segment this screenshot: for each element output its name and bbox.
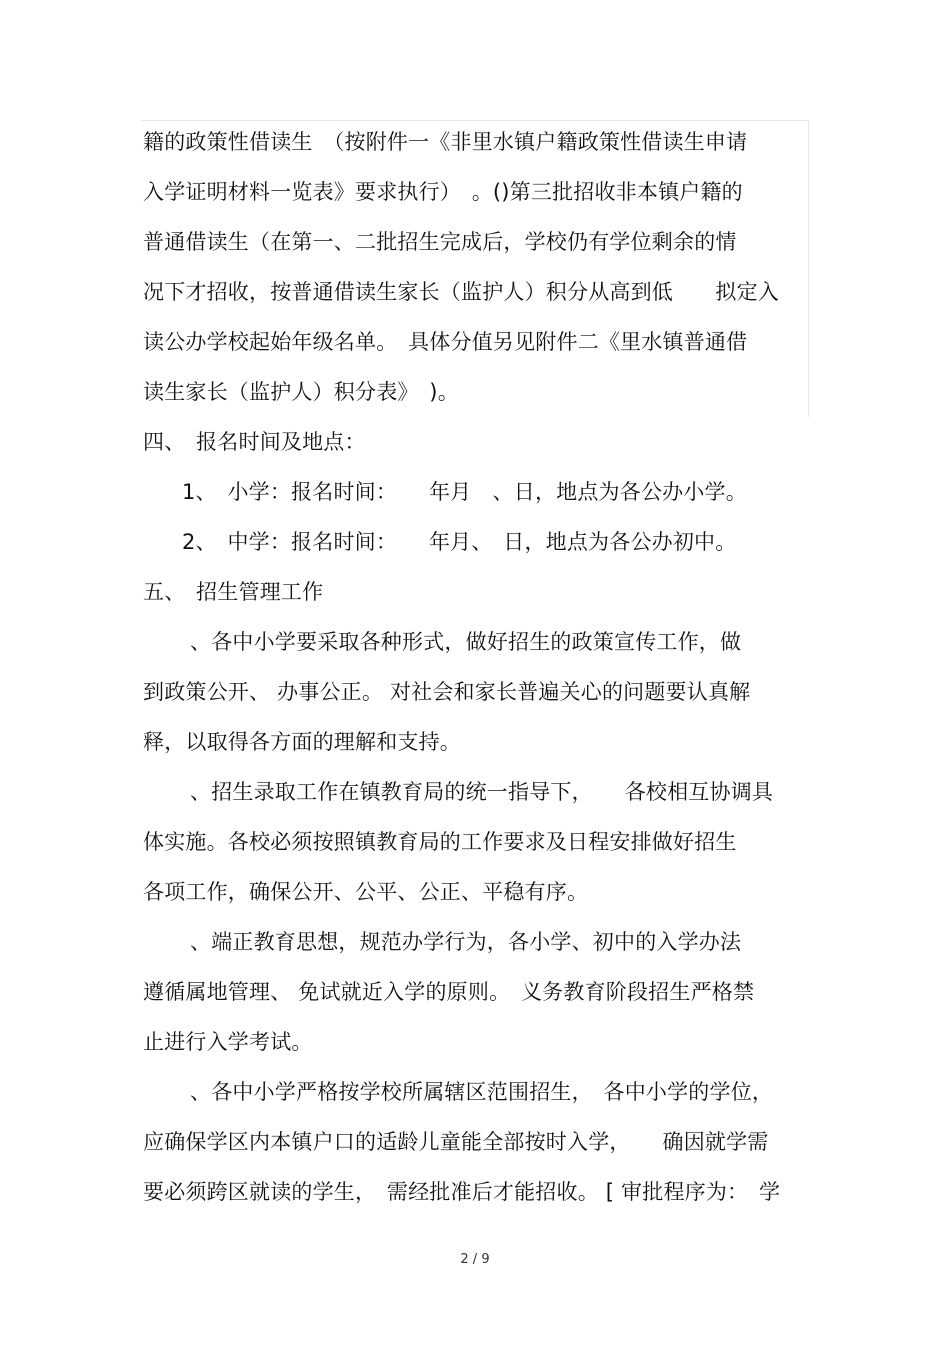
paragraph-line: 读生家长（监护人）积分表》 )。 — [143, 380, 459, 404]
paragraph-line: 入学证明材料一览表》要求执行） 。()第三批招收非本镇户籍的 — [143, 180, 743, 204]
text-frame-border — [141, 120, 809, 417]
paragraph-line: 读公办学校起始年级名单。 具体分值另见附件二《里水镇普通借 — [143, 330, 748, 354]
paragraph-line: 、招生录取工作在镇教育局的统一指导下， 各校相互协调具 — [190, 780, 774, 804]
paragraph-line: 况下才招收，按普通借读生家长（监护人）积分从高到低 拟定入 — [143, 280, 779, 304]
paragraph-line: 应确保学区内本镇户口的适龄儿童能全部按时入学， 确因就学需 — [143, 1130, 769, 1154]
page-number: 2 / 9 — [460, 1252, 490, 1267]
paragraph-line: 、各中小学严格按学校所属辖区范围招生， 各中小学的学位， — [190, 1080, 774, 1104]
paragraph-line: 体实施。各校必须按照镇教育局的工作要求及日程安排做好招生 — [143, 830, 737, 854]
paragraph-line: 籍的政策性借读生 （按附件一《非里水镇户籍政策性借读生申请 — [143, 130, 748, 154]
list-item: 2、 中学：报名时间： 年月、 日，地点为各公办初中。 — [182, 530, 737, 554]
paragraph-line: 到政策公开、 办事公正。 对社会和家长普遍关心的问题要认真解 — [143, 680, 751, 704]
section-heading: 四、 报名时间及地点： — [143, 430, 366, 454]
section-heading: 五、 招生管理工作 — [143, 580, 324, 604]
paragraph-line: 、端正教育思想，规范办学行为，各小学、初中的入学办法 — [190, 930, 742, 954]
paragraph-line: 普通借读生（在第一、二批招生完成后，学校仍有学位剩余的情 — [143, 230, 737, 254]
paragraph-line: 释，以取得各方面的理解和支持。 — [143, 730, 461, 754]
paragraph-line: 各项工作，确保公开、公平、公正、平稳有序。 — [143, 880, 589, 904]
paragraph-line: 止进行入学考试。 — [143, 1030, 313, 1054]
paragraph-line: 、各中小学要采取各种形式，做好招生的政策宣传工作，做 — [190, 630, 742, 654]
paragraph-line: 遵循属地管理、 免试就近入学的原则。 义务教育阶段招生严格禁 — [143, 980, 755, 1004]
paragraph-line: 要必须跨区就读的学生， 需经批准后才能招收。 [ 审批程序为： 学 — [143, 1180, 781, 1204]
list-item: 1、 小学：报名时间： 年月 、日，地点为各公办小学。 — [182, 480, 747, 504]
